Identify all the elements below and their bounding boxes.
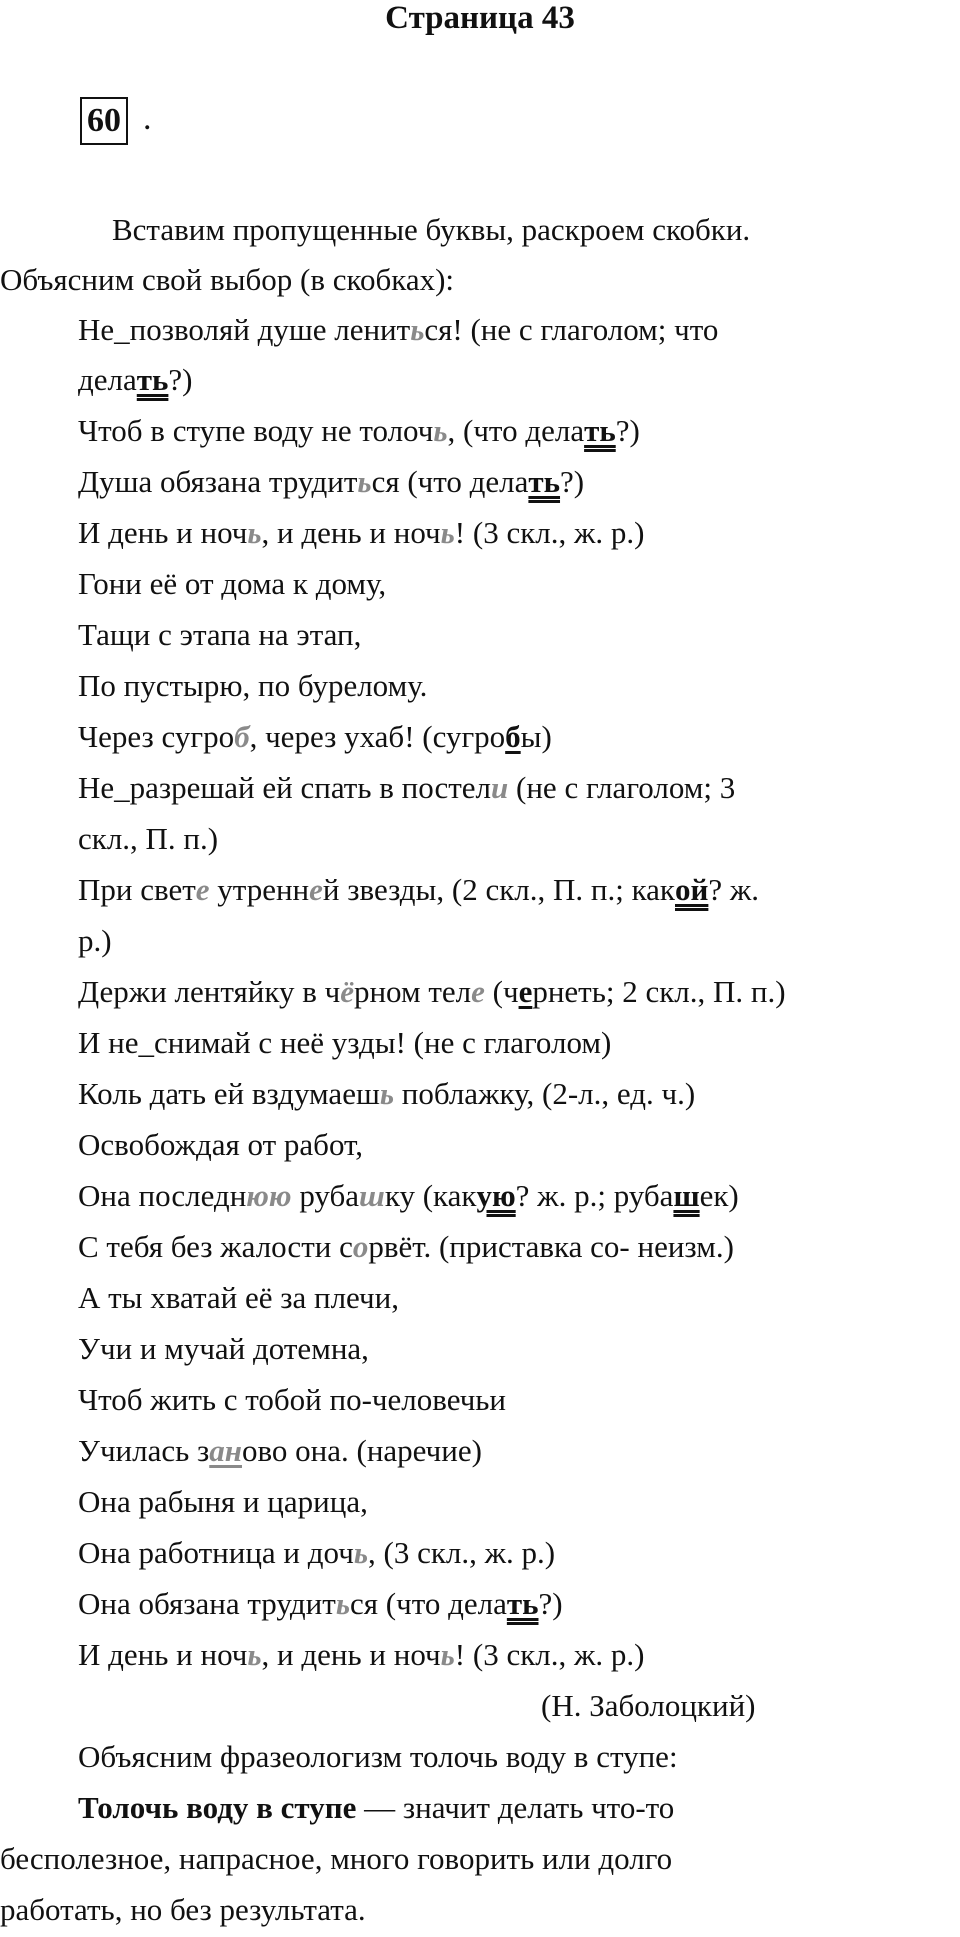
verse-line: Коль дать ей вздумаешь поблажку, (2-л., ед. ч.)	[78, 1076, 696, 1111]
verse-line: Она рабыня и царица,	[78, 1484, 368, 1519]
verse-line: Гони её от дома к дому,	[78, 566, 387, 601]
definition-line-2: бесполезное, напрасное, много говорить или долго	[0, 1841, 673, 1876]
verse-line: Держи лентяйку в чёрном теле (чернеть; 2 скл., П. п.)	[78, 974, 786, 1009]
verse-line: Чтоб жить с тобой по-человечьи	[78, 1382, 507, 1417]
verse-line: И не_снимай с неё узды! (не с глаголом)	[78, 1025, 612, 1060]
verse-line: Не_позволяй душе лениться! (не с глаголом; что	[78, 312, 719, 347]
verse-line: Чтоб в ступе воду не толочь, (что делать?)	[78, 413, 640, 448]
page-title: Страница 43	[385, 0, 575, 36]
verse-line: С тебя без жалости сорвёт. (приставка со- неизм.)	[78, 1229, 734, 1264]
verse-line: Душа обязана трудиться (что делать?)	[78, 464, 585, 499]
verse-line: Она последнюю рубашку (какую? ж. р.; рубашек)	[78, 1178, 739, 1213]
verse-line: Она обязана трудиться (что делать?)	[78, 1586, 563, 1621]
verse-line: р.)	[78, 923, 112, 958]
verse-line: Учи и мучай дотемна,	[78, 1331, 369, 1366]
phrase-intro: Объясним фразеологизм толочь воду в ступе:	[78, 1739, 678, 1774]
definition-term: Толочь воду в ступе	[78, 1790, 357, 1825]
exercise-number-dot: .	[143, 100, 152, 137]
verse-line: По пустырю, по бурелому.	[78, 668, 428, 703]
intro-line-1: Вставим пропущенные буквы, раскроем скобки.	[112, 212, 751, 247]
intro-line-2: Объясним свой выбор (в скобках):	[0, 262, 455, 297]
definition-line-3: работать, но без результата.	[0, 1892, 366, 1927]
verse-line: Училась заново она. (наречие)	[78, 1433, 482, 1468]
verse-line: А ты хватай её за плечи,	[78, 1280, 399, 1315]
verse-line: Через сугроб, через ухаб! (сугробы)	[78, 719, 552, 754]
verse-line: делать?)	[78, 362, 193, 397]
exercise-number: 60	[80, 97, 128, 145]
verse-line: Освобождая от работ,	[78, 1127, 364, 1162]
poem-signature: (Н. Заболоцкий)	[541, 1688, 756, 1723]
verse-line: При свете утренней звезды, (2 скл., П. п.; какой? ж.	[78, 872, 760, 907]
definition-line-1: Толочь воду в ступе — значит делать что-то	[78, 1790, 675, 1825]
verse-line: Тащи с этапа на этап,	[78, 617, 362, 652]
verse-line: И день и ночь, и день и ночь! (3 скл., ж. р.)	[78, 515, 645, 550]
verse-line: Не_разрешай ей спать в постели (не с глаголом; 3	[78, 770, 736, 805]
verse-line: скл., П. п.)	[78, 821, 219, 856]
verse-line: И день и ночь, и день и ночь! (3 скл., ж. р.)	[78, 1637, 645, 1672]
verse-line: Она работница и дочь, (3 скл., ж. р.)	[78, 1535, 556, 1570]
